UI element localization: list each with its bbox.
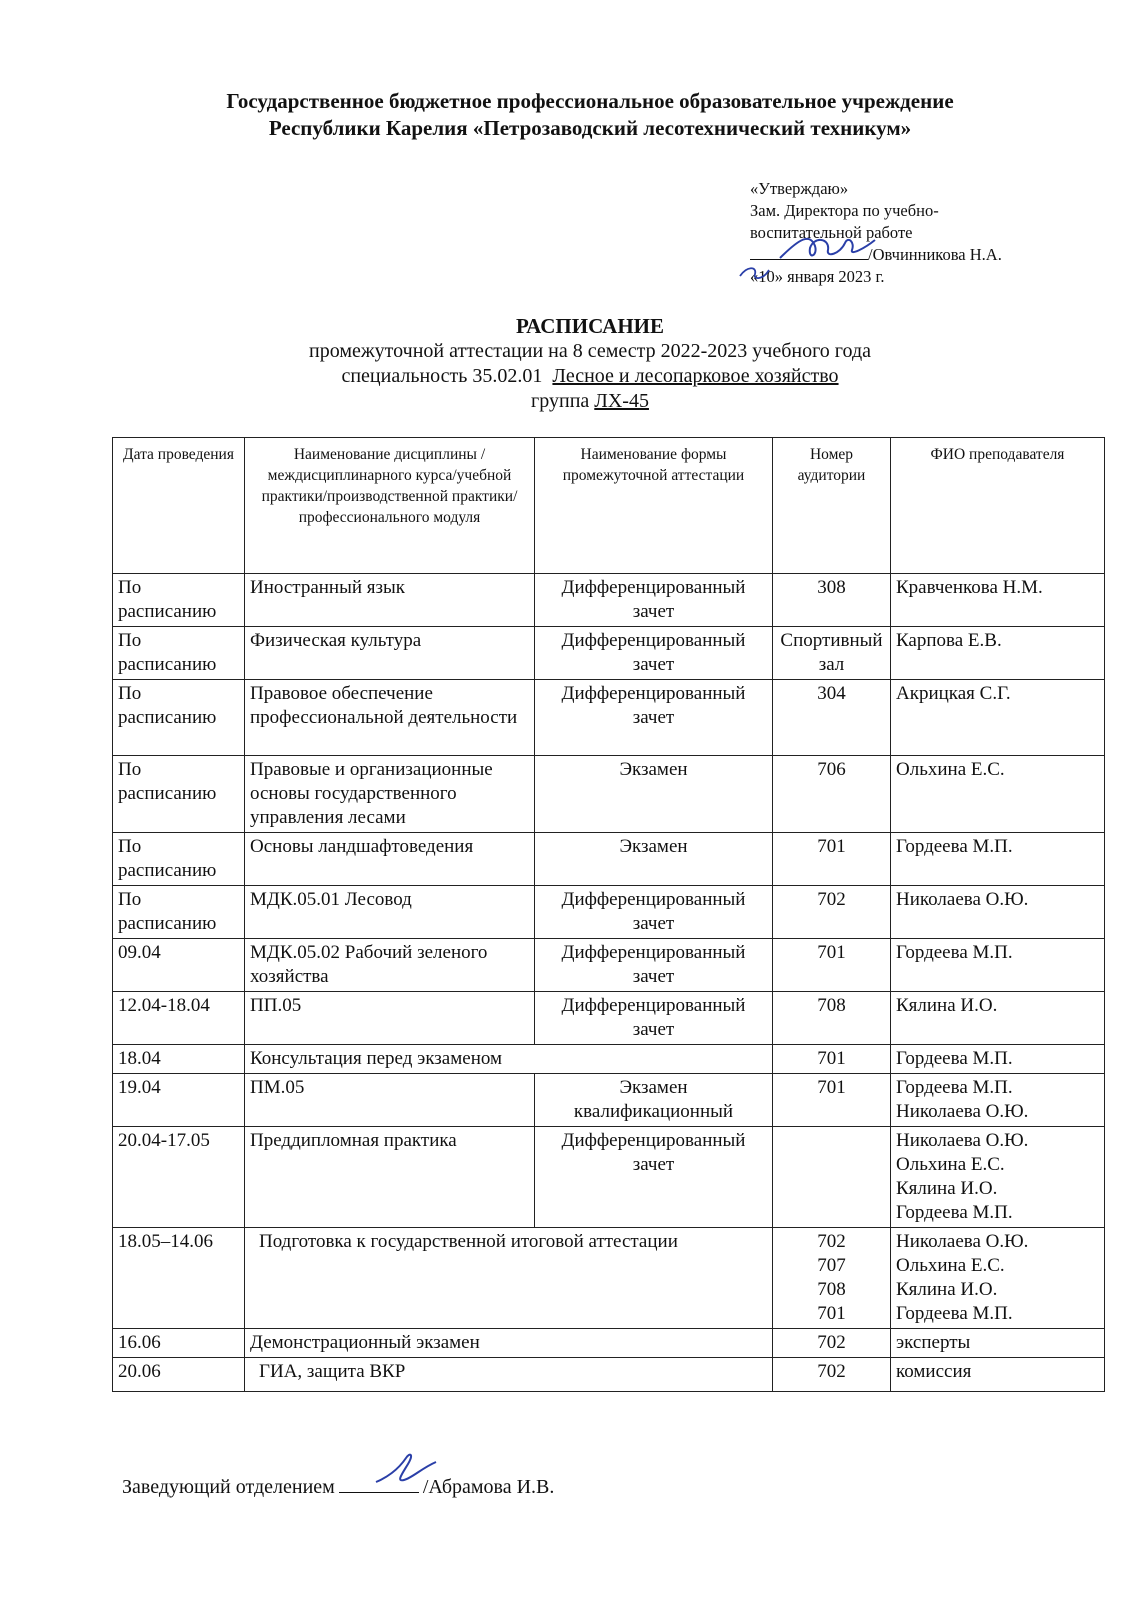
department-head-signature [372,1448,442,1490]
cell-form: Экзамен [535,833,773,886]
teacher-name: Кялина И.О. [896,1279,998,1300]
cell-date: 20.06 [113,1358,245,1392]
title-line-3 [240,364,940,389]
table-row [113,1358,1105,1392]
approval-date: «10» января 2023 г. [750,267,885,286]
cell-discipline: Правовые и организационные основы государственного управления лесами [245,756,535,833]
cell-teacher [891,1074,1105,1127]
table-row [113,756,1105,833]
cell-form: Дифференцированный зачет [535,886,773,939]
cell-discipline: Консультация перед экзаменом [245,1045,773,1074]
cell-room: 701 [773,1074,891,1127]
cell-discipline: Правовое обеспечение профессиональной деятельности [245,680,535,756]
cell-teacher: Гордеева М.П. [891,939,1105,992]
cell-room: 702 [773,1358,891,1392]
cell-discipline: Иностранный язык [245,574,535,627]
table-row [113,833,1105,886]
cell-room [773,1127,891,1228]
cell-teacher: Карпова Е.В. [891,627,1105,680]
document-title-block [240,314,940,414]
footer-signer: /Абрамова И.В. [422,1476,555,1498]
cell-teacher: Николаева О.Ю. [891,886,1105,939]
cell-form: Экзамен [535,756,773,833]
cell-teacher: Гордеева М.П. [891,1045,1105,1074]
cell-form: Дифференцированный зачет [535,627,773,680]
cell-form: Экзамен квалификационный [535,1074,773,1127]
cell-room: 708 [773,992,891,1045]
table-row [113,886,1105,939]
cell-form: Дифференцированный зачет [535,574,773,627]
cell-room: 304 [773,680,891,756]
approval-line-1: «Утверждаю» [750,179,849,198]
title-line-2: промежуточной аттестации на 8 семестр 2022-2023 учебного года [309,340,871,362]
approval-date-mark [735,262,775,284]
cell-discipline: Преддипломная практика [245,1127,535,1228]
teacher-name: Гордеева М.П. [896,1077,1013,1098]
cell-date: 16.06 [113,1329,245,1358]
cell-room: 706 [773,756,891,833]
cell-room: Спортивный зал [773,627,891,680]
cell-date: 20.04-17.05 [113,1127,245,1228]
table-row [113,1329,1105,1358]
approval-line-3: воспитательной работе [750,223,913,242]
teacher-name: Николаева О.Ю. [896,1130,1029,1151]
cell-discipline: МДК.05.02 Рабочий зеленого хозяйства [245,939,535,992]
table-header-row [113,438,1105,574]
table-row [113,939,1105,992]
cell-teacher: Ольхина Е.С. [891,756,1105,833]
teacher-name: Гордеева М.П. [896,1202,1013,1223]
approval-signer: /Овчинникова Н.А. [868,245,1002,264]
table-row [113,680,1105,756]
cell-date: По расписанию [113,680,245,756]
table-row [113,627,1105,680]
table-row [113,1045,1105,1074]
teacher-name: Николаева О.Ю. [896,1231,1029,1252]
room-number: 708 [817,1279,846,1300]
column-header-form: Наименование формы промежуточной аттестации [535,438,773,574]
group-label: группа [531,390,590,412]
table-row [113,1228,1105,1329]
cell-date: 18.05–14.06 [113,1228,245,1329]
column-header-date: Дата проведения [113,438,245,574]
specialty-code: специальность 35.02.01 [341,365,543,387]
cell-date: По расписанию [113,574,245,627]
footer-label: Заведующий отделением [122,1476,335,1498]
cell-form: Дифференцированный зачет [535,680,773,756]
group-name: ЛХ-45 [594,390,649,412]
cell-teacher: Акрицкая С.Г. [891,680,1105,756]
footer-signature-block [122,1476,554,1499]
approval-signature [770,228,890,268]
cell-discipline: ГИА, защита ВКР [245,1358,773,1392]
document-title: РАСПИСАНИЕ [515,314,665,338]
cell-teacher [891,1127,1105,1228]
column-header-room: Номер аудитории [773,438,891,574]
title-line-4 [240,389,940,414]
cell-room: 702 [773,886,891,939]
org-line-1: Государственное бюджетное профессиональное образовательное учреждение [226,89,954,113]
cell-date: По расписанию [113,886,245,939]
table-row [113,574,1105,627]
cell-teacher: Кялина И.О. [891,992,1105,1045]
teacher-name: Николаева О.Ю. [896,1101,1029,1122]
cell-date: 12.04-18.04 [113,992,245,1045]
cell-teacher: комиссия [891,1358,1105,1392]
column-header-discipline: Наименование дисциплины /междисциплинарного курса/учебной практики/производственной практики/профессионального модуля [245,438,535,574]
table-row [113,1074,1105,1127]
approval-line-2: Зам. Директора по учебно- [750,201,939,220]
cell-date: По расписанию [113,833,245,886]
specialty-name: Лесное и лесопарковое хозяйство [552,365,839,387]
teacher-name: Ольхина Е.С. [896,1255,1005,1276]
cell-date: По расписанию [113,627,245,680]
cell-teacher: Кравченкова Н.М. [891,574,1105,627]
cell-room: 701 [773,939,891,992]
cell-teacher: эксперты [891,1329,1105,1358]
teacher-name: Кялина И.О. [896,1178,998,1199]
cell-discipline: ПП.05 [245,992,535,1045]
cell-room: 701 [773,833,891,886]
org-line-2: Республики Карелия «Петрозаводский лесотехнический техникум» [268,116,912,140]
table-row [113,1127,1105,1228]
table-row [113,992,1105,1045]
cell-date: 18.04 [113,1045,245,1074]
cell-discipline: ПМ.05 [245,1074,535,1127]
organization-header [140,88,1040,142]
teacher-name: Ольхина Е.С. [896,1154,1005,1175]
cell-teacher [891,1228,1105,1329]
cell-teacher: Гордеева М.П. [891,833,1105,886]
cell-discipline: Физическая культура [245,627,535,680]
schedule-table [112,437,1105,1392]
cell-form: Дифференцированный зачет [535,939,773,992]
column-header-teacher: ФИО преподавателя [891,438,1105,574]
cell-date: По расписанию [113,756,245,833]
teacher-name: Гордеева М.П. [896,1303,1013,1324]
room-number: 707 [817,1255,846,1276]
cell-discipline: Демонстрационный экзамен [245,1329,773,1358]
cell-room: 701 [773,1045,891,1074]
cell-date: 09.04 [113,939,245,992]
cell-discipline: МДК.05.01 Лесовод [245,886,535,939]
cell-date: 19.04 [113,1074,245,1127]
cell-room: 702 [773,1329,891,1358]
cell-form: Дифференцированный зачет [535,992,773,1045]
cell-room [773,1228,891,1329]
cell-room: 308 [773,574,891,627]
cell-form: Дифференцированный зачет [535,1127,773,1228]
room-number: 701 [817,1303,846,1324]
room-number: 702 [817,1231,846,1252]
cell-discipline: Подготовка к государственной итоговой аттестации [245,1228,773,1329]
cell-discipline: Основы ландшафтоведения [245,833,535,886]
